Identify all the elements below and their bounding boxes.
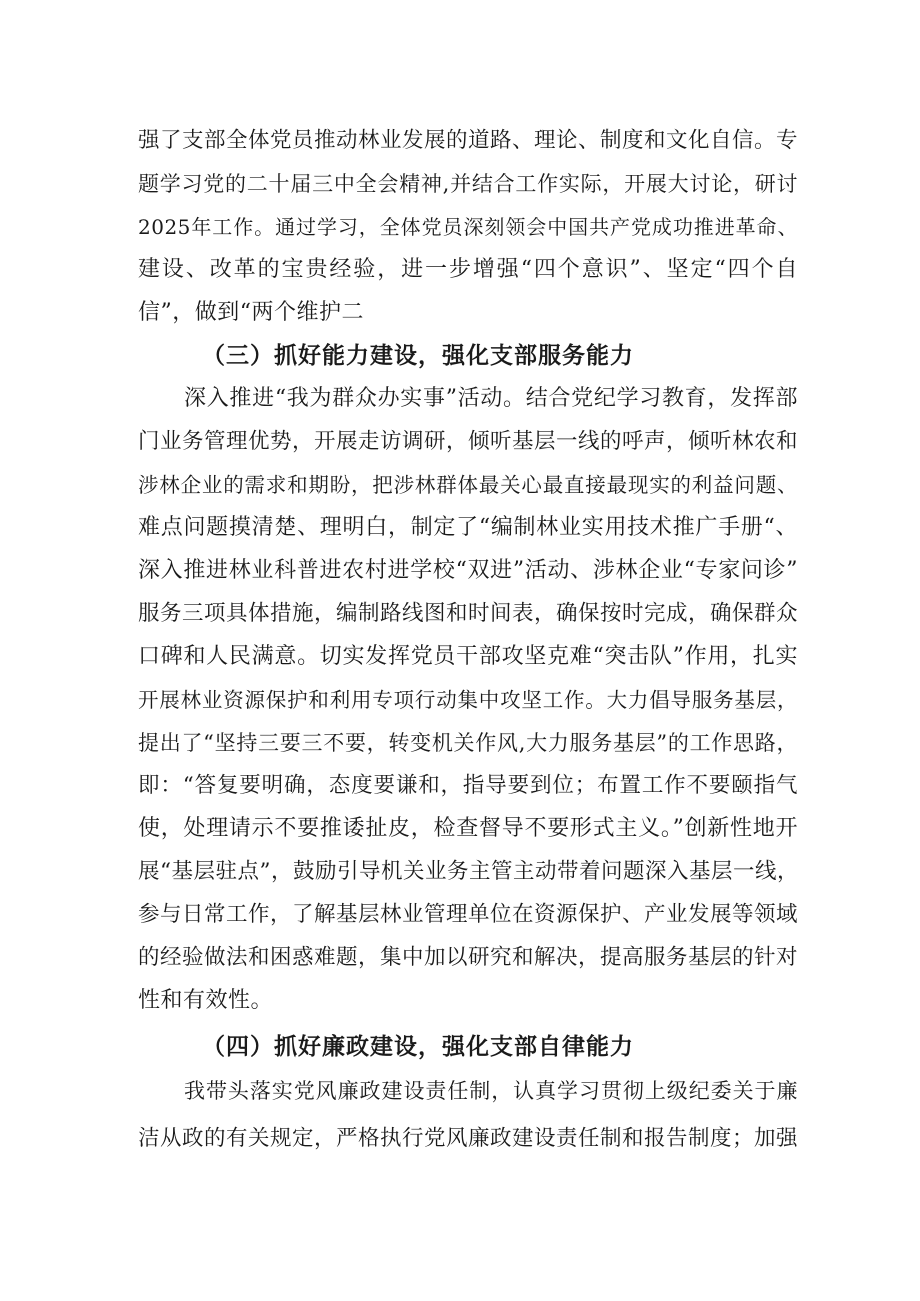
section-4-heading: （四）抓好廉政建设，强化支部自律能力 bbox=[202, 1034, 634, 1060]
paragraph-1-line-3: 2025年工作。通过学习，全体党员深刻领会中国共产党成功推进革命、 bbox=[138, 215, 798, 239]
section-3-line-5: 深入推进林业科普进农村进学校“双进”活动、涉林企业“专家问诊” bbox=[138, 558, 798, 583]
section-3-line-6: 服务三项具体措施，编制路线图和时间表，确保按时完成，确保群众 bbox=[138, 601, 799, 626]
section-3-line-13: 参与日常工作，了解基层林业管理单位在资源保护、产业发展等领域 bbox=[138, 902, 799, 927]
section-3-line-10: 即：“答复要明确，态度要谦和，指导要到位；布置工作不要颐指气 bbox=[138, 773, 798, 798]
section-3-line-4: 难点问题摸清楚、理明白，制定了“编制林业实用技术推广手册“、 bbox=[138, 515, 798, 540]
section-3-line-15: 性和有效性。 bbox=[138, 988, 274, 1013]
section-3-line-3: 涉林企业的需求和期盼，把涉林群体最关心最直接最现实的利益问题、 bbox=[138, 473, 798, 497]
section-3-line-14: 的经验做法和困惑难题，集中加以研究和解决，提高服务基层的针对 bbox=[138, 945, 799, 970]
section-3-line-11: 使，处理请示不要推诿扯皮，检查督导不要形式主义。”创新性地开 bbox=[138, 816, 798, 841]
paragraph-1-line-1: 强了支部全体党员推动林业发展的道路、理论、制度和文化自信。专 bbox=[138, 128, 799, 153]
paragraph-1-line-4: 建设、改革的宝贵经验，进一步增强“四个意识”、坚定“四个自 bbox=[138, 257, 798, 282]
section-3-line-1: 深入推进“我为群众办实事”活动。结合党纪学习教育，发挥部 bbox=[184, 386, 798, 411]
section-3-heading: （三）抓好能力建设，强化支部服务能力 bbox=[202, 343, 634, 369]
section-3-line-8: 开展林业资源保护和利用专项行动集中攻坚工作。大力倡导服务基层， bbox=[138, 688, 798, 712]
paragraph-1-line-2: 题学习党的二十届三中全会精神,并结合工作实际，开展大讨论，研讨 bbox=[138, 172, 798, 196]
section-4-line-2: 洁从政的有关规定，严格执行党风廉政建设责任制和报告制度；加强 bbox=[138, 1126, 799, 1151]
section-3-line-12: 展“基层驻点”，鼓励引导机关业务主管主动带着问题深入基层一线， bbox=[138, 859, 799, 884]
section-3-line-9: 提出了“坚持三要三不要，转变机关作风,大力服务基层”的工作思路， bbox=[138, 731, 798, 755]
section-4-line-1: 我带头落实党风廉政建设责任制，认真学习贯彻上级纪委关于廉 bbox=[184, 1079, 798, 1103]
paragraph-1-line-5: 信”，做到“两个维护二 bbox=[138, 300, 364, 325]
section-3-line-2: 门业务管理优势，开展走访调研，倾听基层一线的呼声，倾听林农和 bbox=[138, 429, 799, 454]
section-3-line-7: 口碑和人民满意。切实发挥党员干部攻坚克难“突击队”作用，扎实 bbox=[138, 644, 798, 669]
